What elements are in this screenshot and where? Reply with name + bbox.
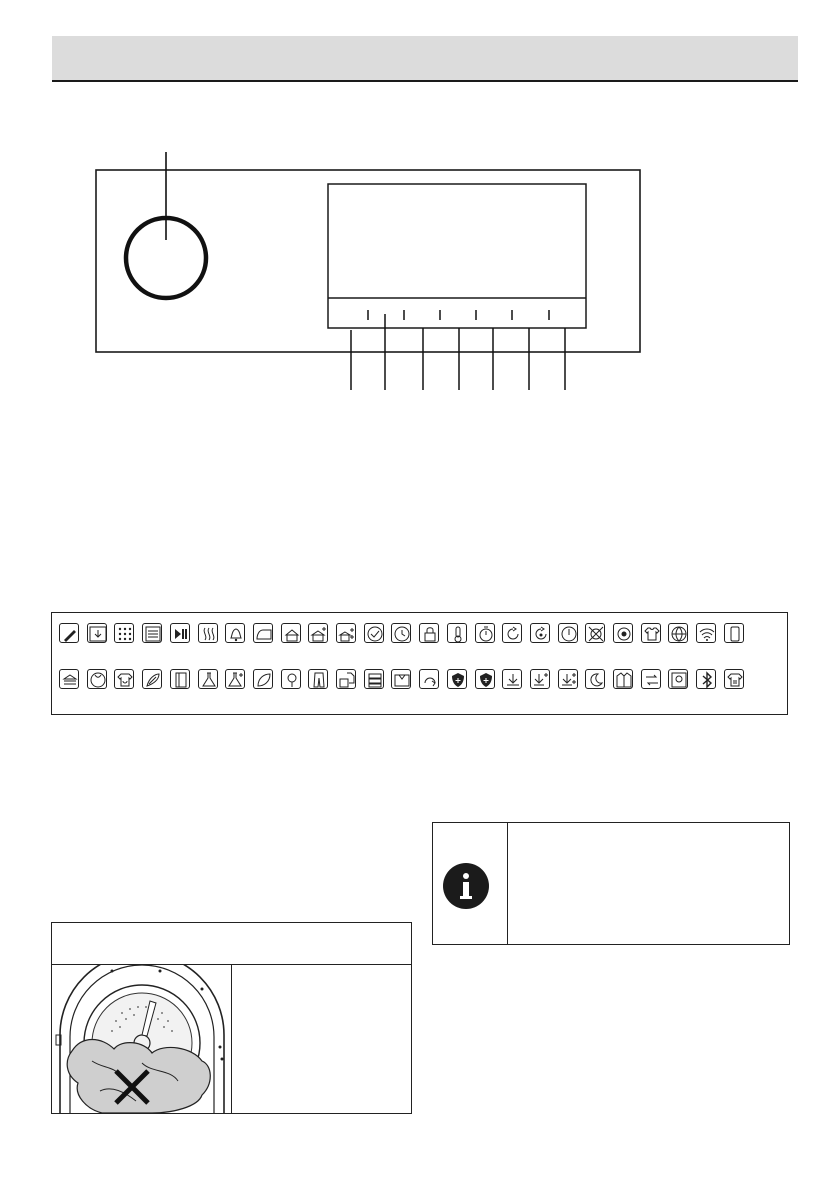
cotton-icon	[281, 669, 301, 689]
drum-warning-table	[51, 922, 412, 1114]
info-box	[432, 822, 790, 945]
shower-icon	[668, 669, 688, 689]
shield-plus-icon	[447, 669, 467, 689]
door-filter-icon	[87, 623, 107, 643]
no-tumble-icon	[585, 623, 605, 643]
globe-icon	[668, 623, 688, 643]
shirt-fold-icon	[391, 669, 411, 689]
drip-plus-plus-icon	[558, 669, 578, 689]
hanger-tray-icon	[59, 669, 79, 689]
bug-icon	[613, 623, 633, 643]
power-icon	[558, 623, 578, 643]
tshirt-icon	[641, 623, 661, 643]
overloaded-drum-icon	[52, 965, 232, 1113]
towel-icon	[170, 669, 190, 689]
bluetooth-icon	[696, 669, 716, 689]
spin-arrow-icon	[419, 669, 439, 689]
drip-plus-icon	[530, 669, 550, 689]
iron-icon	[253, 623, 273, 643]
dots-grid-icon	[114, 623, 134, 643]
check-icon	[364, 623, 384, 643]
phone-icon	[724, 623, 744, 643]
lock-icon	[419, 623, 439, 643]
stopwatch-icon	[475, 623, 495, 643]
control-panel-diagram	[0, 0, 840, 400]
hanger-2-plus-icon	[308, 623, 328, 643]
shirt-lines-icon	[724, 669, 744, 689]
info-box-icon-cell	[433, 823, 508, 944]
swap-icon	[641, 669, 661, 689]
hanger-2-plus-plus-icon	[336, 623, 356, 643]
flask-plus-icon	[225, 669, 245, 689]
shield-plus-2-icon	[475, 669, 495, 689]
display-window	[328, 184, 586, 328]
symbol-strip	[51, 612, 788, 715]
play-pause-icon	[170, 623, 190, 643]
shirt-box-icon	[336, 669, 356, 689]
clock-refresh-icon	[502, 623, 522, 643]
steam-waves-icon	[198, 623, 218, 643]
cotton-ball-icon	[87, 669, 107, 689]
leaf-icon	[253, 669, 273, 689]
pen-icon	[59, 623, 79, 643]
feather-icon	[142, 669, 162, 689]
jeans-icon	[308, 669, 328, 689]
flask-icon	[198, 669, 218, 689]
refresh-3-icon	[530, 623, 550, 643]
timer-arrow-icon	[391, 623, 411, 643]
text-lines-icon	[142, 623, 162, 643]
stack-icon	[364, 669, 384, 689]
hanger-2-icon	[281, 623, 301, 643]
jacket-icon	[613, 669, 633, 689]
bell-icon	[225, 623, 245, 643]
thermometer-icon	[447, 623, 467, 643]
drip-icon	[502, 669, 522, 689]
moon-star-icon	[585, 669, 605, 689]
wifi-icon	[696, 623, 716, 643]
tshirt-refresh-icon	[114, 669, 134, 689]
drum-table-heading	[52, 923, 411, 965]
info-icon	[443, 863, 489, 909]
